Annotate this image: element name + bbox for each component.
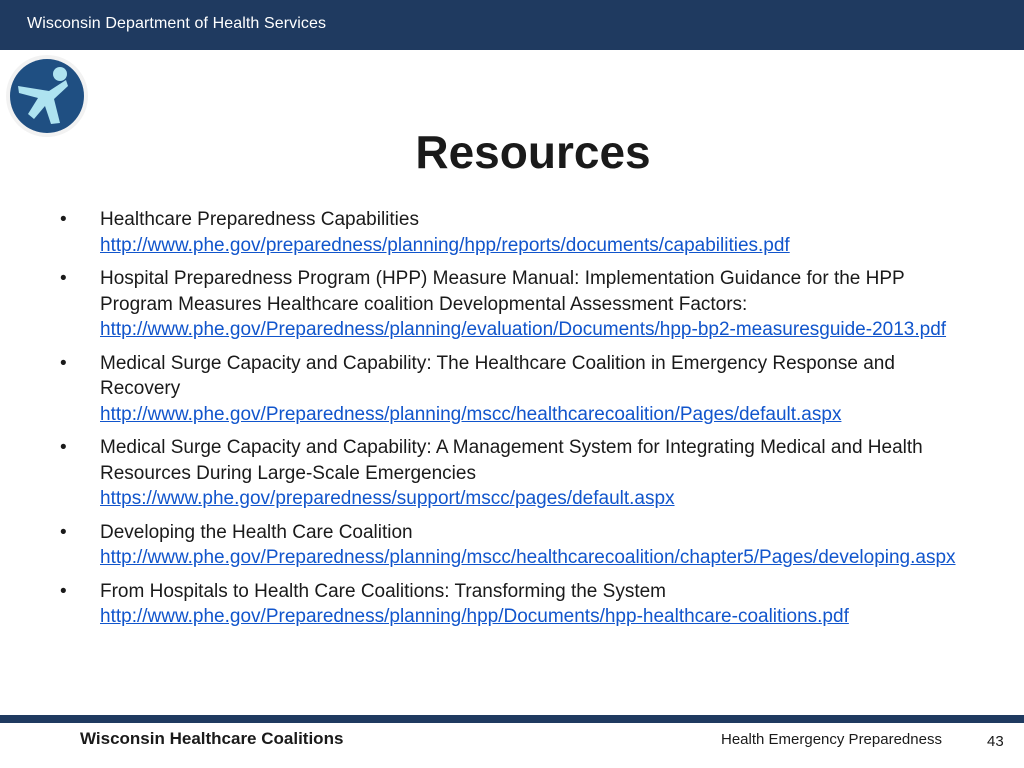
bullet-icon: • — [60, 437, 67, 458]
resource-link[interactable]: http://www.phe.gov/Preparedness/planning/evaluation/Documents/hpp-bp2-measuresguide-2013.pdf — [100, 319, 947, 340]
list-item — [60, 579, 965, 630]
resource-link[interactable]: http://www.phe.gov/Preparedness/planning/mscc/healthcarecoalition/chapter5/Pages/developing.aspx — [100, 547, 956, 568]
list-item — [60, 266, 965, 343]
bullet-icon: • — [60, 580, 67, 602]
bullet-icon: • — [60, 209, 67, 230]
resource-title: Medical Surge Capacity and Capability: A Management System for Integrating Medical and Health Resources During Large-Scale Emergencies — [100, 437, 923, 484]
resource-link[interactable]: https://www.phe.gov/preparedness/support/mscc/pages/default.aspx — [100, 488, 675, 509]
bullet-icon: • — [60, 268, 67, 289]
list-item — [60, 207, 965, 258]
resource-link[interactable]: http://www.phe.gov/Preparedness/planning/mscc/healthcarecoalition/Pages/default.aspx — [100, 403, 842, 425]
list-item — [60, 435, 965, 512]
footer-right-text: Health Emergency Preparedness — [721, 731, 942, 748]
resource-title: Medical Surge Capacity and Capability: The Healthcare Coalition in Emergency Response and Recovery — [100, 352, 895, 399]
page-number: 43 — [987, 733, 1004, 750]
resource-link[interactable]: http://www.phe.gov/Preparedness/planning/hpp/Documents/hpp-healthcare-coalitions.pdf — [100, 606, 849, 627]
resource-title: Hospital Preparedness Program (HPP) Measure Manual: Implementation Guidance for the HPP Program Measures Healthcare coalition Developmental Assessment Factors: — [100, 268, 905, 315]
resource-link[interactable]: http://www.phe.gov/preparedness/planning/hpp/reports/documents/capabilities.pdf — [100, 234, 790, 256]
bullet-icon: • — [60, 352, 67, 374]
resource-title: From Hospitals to Health Care Coalitions: Transforming the System — [100, 580, 666, 602]
list-item — [60, 520, 965, 571]
page-title: Resources — [415, 125, 651, 178]
resource-title: Developing the Health Care Coalition — [100, 521, 413, 543]
organization-name: Wisconsin Department of Health Services — [27, 15, 327, 32]
resource-title: Healthcare Preparedness Capabilities — [100, 209, 419, 230]
list-item — [60, 351, 965, 428]
resource-list — [60, 207, 965, 638]
footer-left-text: Wisconsin Healthcare Coalitions — [80, 729, 344, 748]
bullet-icon: • — [60, 521, 67, 543]
footer-bar — [0, 715, 1024, 723]
top-banner — [0, 0, 1024, 50]
